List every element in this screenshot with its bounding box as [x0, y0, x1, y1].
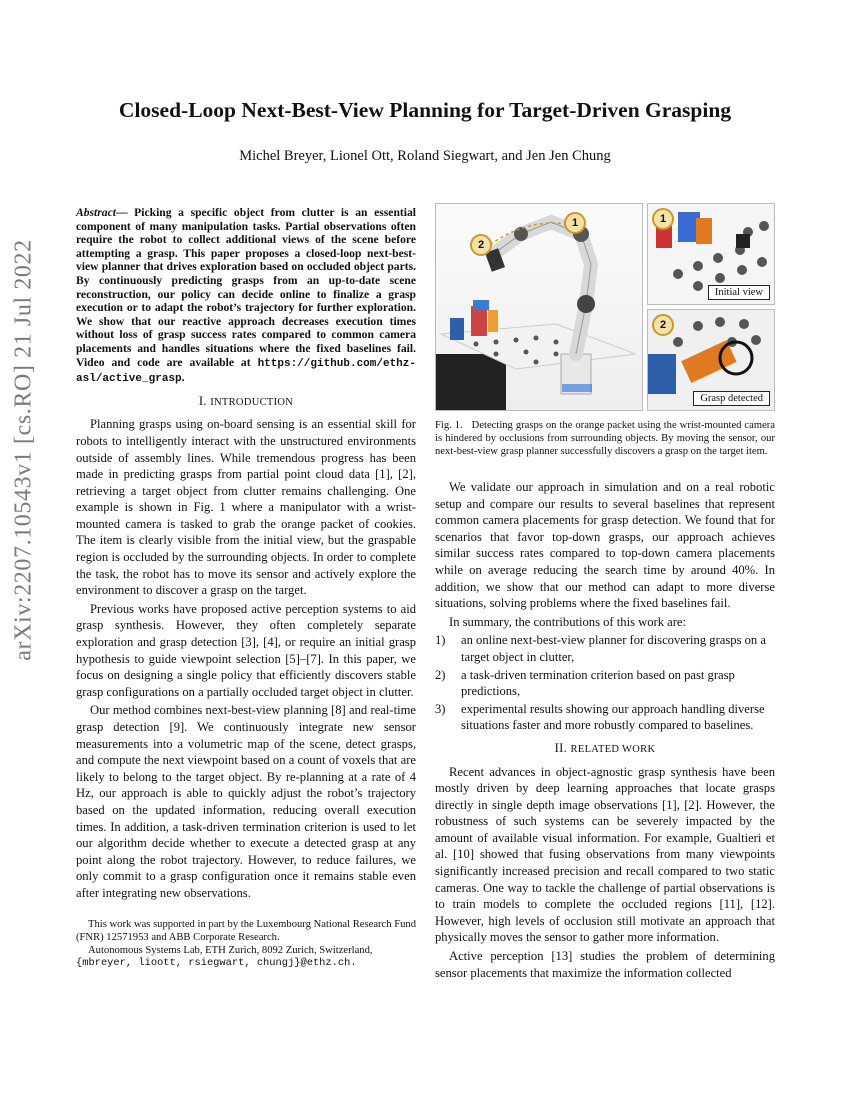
- robot-illustration: [436, 204, 642, 410]
- author-emails: {mbreyer, lioott, rsiegwart, chungj}@ethz.ch.: [76, 956, 357, 969]
- intro-paragraph-2: Previous works have proposed active perception systems to aid grasp synthesis. However, they often completely separate exploration and grasp detection [3], [4], or require an initial grasp hypothesis to guide viewpoint selection [5]–[7]. In this paper, we focus on designing a single policy that efficiently discovers stable grasp configurations on a partially occluded target object in clutter.: [76, 601, 416, 699]
- view-badge-1-panel: 1: [652, 208, 674, 230]
- intro-paragraph-1: Planning grasps using on-board sensing is an essential skill for robots to intelligently interact with the unstructured environments outside of assembly lines. While tremendous progress has been made in predicting grasps from partial point cloud data [1], [2], retrieving a target object from clutter remains challenging. One example is shown in Fig. 1 where a manipulator with a wrist-mounted camera is tasked to grab the orange packet of cookies. The item is clearly visible from the initial view, but the graspable region is occluded by the surrounding objects. In order to complete the task, the robot has to move its sensor and actively explore the environment to discover a grasp on the target.: [76, 417, 416, 598]
- contribution-item: [435, 701, 775, 734]
- grasp-detected-label: Grasp detected: [693, 391, 770, 406]
- related-paragraph-1: Recent advances in object-agnostic grasp synthesis have been mostly driven by deep learning approaches that locate grasps directly in single depth image observations [1], [2]. However, the robustness of such systems can be severely impacted by the amount of available visual information. For example, Gualtieri et al. [10] showed that fusing observations from many viewpoints significantly increased precision and recall compared to two static cameras. One way to tackle the challenge of partial observations is to train models to complete the occluded regions [11], [12]. However, high levels of occlusion still motivate an approach that physically moves the sensor to gather more information.: [435, 764, 775, 945]
- view-badge-2: 2: [470, 234, 492, 256]
- intro-paragraph-3: Our method combines next-best-view planning [8] and real-time grasp detection [9]. We continuously integrate new sensor measurements into a volumetric map of the scene, detect grasps, and compute the next viewpoint based on a count of voxels that are likely to belong to the target object. By re-planning at a rate of 4 Hz, our approach is able to quickly adjust the robot’s trajectory based on the updated information, reducing overall execution times. In addition, a task-driven termination criterion is used to let our algorithm decide whether to execute a detected grasp at any point along the robot trajectory. However, to reduce failures, we only commit to a grasp configuration once it remains stable even after integrating new observations.: [76, 703, 416, 900]
- paper-authors: Michel Breyer, Lionel Ott, Roland Siegwart, and Jen Jen Chung: [239, 148, 611, 164]
- robot-photo: [435, 203, 643, 411]
- contributions-list: [435, 632, 775, 734]
- code-url[interactable]: https://github.com/ethz-asl/active_grasp: [76, 357, 416, 386]
- intro-number: I.: [198, 393, 207, 408]
- related-title: RELATED WORK: [570, 743, 656, 755]
- arxiv-identifier: [6, 120, 42, 780]
- abstract-end: .: [181, 371, 185, 385]
- caption-text: Detecting grasps on the orange packet using the wrist-mounted camera is hindered by occlusions from surrounding objects. By moving the sensor, our next-best-view grasp planner successfully discovers a grasp on the target item.: [435, 420, 776, 457]
- paper-title: Closed-Loop Next-Best-View Planning for Target-Driven Grasping: [118, 98, 732, 122]
- initial-view-panel: [647, 203, 775, 305]
- abstract-text: — Picking a specific object from clutter is an essential component of many manipulation tasks. Partial observations often require the robot to collect additional views of the scene before attempting a grasp. This paper proposes a closed-loop next-best-view planner that drives exploration based on occluded object parts. By continuously predicting grasps from an up-to-date scene reconstruction, our policy can decide online to finalize a grasp execution or to adapt the robot’s trajectory for further exploration. We show that our reactive approach decreases execution times without loss of grasp success rates compared to common camera placements and handles situations where the fixed baselines fail. Video and code are available at: [76, 206, 416, 369]
- view-badge-1: 1: [564, 212, 586, 234]
- contribution-number: 2): [435, 667, 446, 682]
- related-number: II.: [554, 740, 568, 755]
- contribution-number: 3): [435, 701, 446, 716]
- funding-note: This work was supported in part by the Luxembourg National Research Fund (FNR) 12571953 and ABB Corporate Research.: [76, 918, 416, 943]
- figure-1: [435, 203, 775, 411]
- section-heading-related-work: [435, 740, 775, 759]
- view-badge-2-panel: 2: [652, 314, 674, 336]
- affiliation-note: Autonomous Systems Lab, ETH Zurich, 8092 Zurich, Switzerland,: [88, 944, 373, 956]
- section-heading-introduction: [76, 393, 416, 412]
- caption-label: Fig. 1.: [435, 420, 463, 431]
- contribution-number: 1): [435, 633, 446, 648]
- abstract: [76, 206, 416, 387]
- abstract-label: Abstract: [76, 206, 116, 219]
- right-column: [435, 479, 775, 983]
- related-paragraph-2: Active perception [13] studies the problem of determining sensor placements that maximize the information collected: [435, 949, 775, 980]
- contribution-item: [435, 667, 775, 700]
- arxiv-id-text: arXiv:2207.10543v1 [cs.RO] 21 Jul 2022: [10, 239, 37, 661]
- grasp-detected-panel: [647, 309, 775, 411]
- initial-view-label: Initial view: [708, 285, 770, 300]
- figure-caption: [435, 419, 775, 458]
- intro-title: INTRODUCTION: [210, 396, 294, 408]
- contributions-intro: In summary, the contributions of this work are:: [449, 614, 687, 629]
- contribution-text: an online next-best-view planner for discovering grasps on a target object in clutter,: [461, 633, 766, 664]
- left-column: [76, 206, 416, 970]
- contribution-item: [435, 632, 775, 665]
- intro-paragraph-4: We validate our approach in simulation and on a real robotic setup and compare our results to several baselines that represent common camera placements for grasp detection. We found that for scenarios that favor top-down grasps, our approach achieves similar success rates compared to top-down camera placements while on average reducing the search time by around 40%. In addition, we show that our method can adapt to more diverse situations, solving problems where the fixed baselines fail.: [435, 480, 775, 611]
- footnote: [76, 918, 416, 970]
- contribution-text: a task-driven termination criterion based on past grasp predictions,: [461, 667, 735, 699]
- contribution-text: experimental results showing our approach handling diverse situations faster and more robustly compared to baselines.: [461, 701, 765, 733]
